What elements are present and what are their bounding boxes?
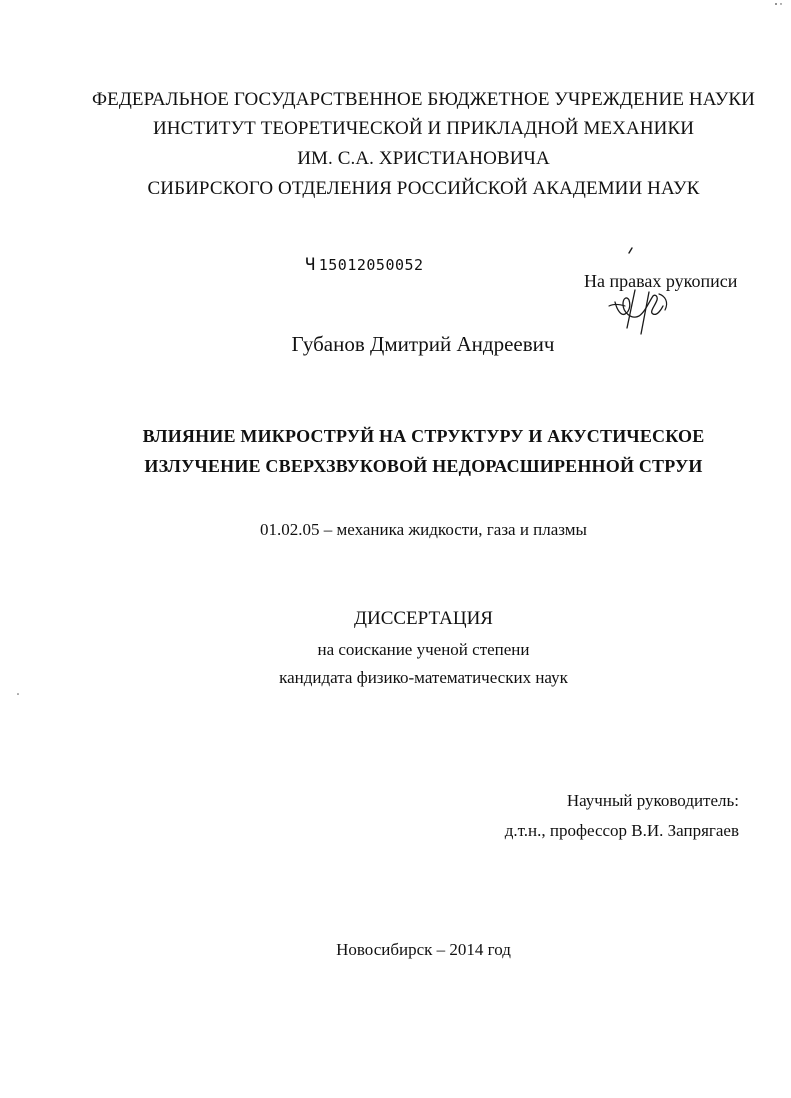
degree-line-2: кандидата физико-математических наук: [279, 668, 568, 687]
catalog-number-value: 15012050052: [318, 256, 424, 274]
author-name: Губанов Дмитрий Андреевич: [291, 332, 555, 356]
supervisor-name: д.т.н., профессор В.И. Запрягаев: [504, 821, 739, 840]
thesis-title-line-2: ИЗЛУЧЕНИЕ СВЕРХЗВУКОВОЙ НЕДОРАСШИРЕННОЙ СТРУИ: [144, 456, 703, 476]
institution-line-3: ИМ. С.А. ХРИСТИАНОВИЧА: [297, 148, 550, 169]
document-type: ДИССЕРТАЦИЯ: [354, 608, 493, 629]
degree-line-1: на соискание ученой степени: [317, 640, 530, 659]
city-year: Новосибирск – 2014 год: [336, 940, 511, 959]
institution-line-2: ИНСТИТУТ ТЕОРЕТИЧЕСКОЙ И ПРИКЛАДНОЙ МЕХАНИКИ: [152, 118, 695, 139]
specialty-code: 01.02.05 – механика жидкости, газа и плазмы: [260, 520, 587, 539]
supervisor-label: Научный руководитель:: [566, 791, 739, 810]
institution-line-1: ФЕДЕРАЛЬНОЕ ГОСУДАРСТВЕННОЕ БЮДЖЕТНОЕ УЧРЕЖДЕНИЕ НАУКИ: [92, 89, 755, 110]
catalog-mark: Ч: [305, 255, 316, 275]
thesis-title-line-1: ВЛИЯНИЕ МИКРОСТРУЙ НА СТРУКТУРУ И АКУСТИЧЕСКОЕ: [142, 426, 705, 446]
rights-note: На правах рукописи: [584, 271, 738, 291]
catalog-number: [305, 255, 424, 275]
institution-line-4: СИБИРСКОГО ОТДЕЛЕНИЯ РОССИЙСКОЙ АКАДЕМИИ НАУК: [147, 178, 700, 199]
handwritten-signature: [595, 240, 685, 340]
